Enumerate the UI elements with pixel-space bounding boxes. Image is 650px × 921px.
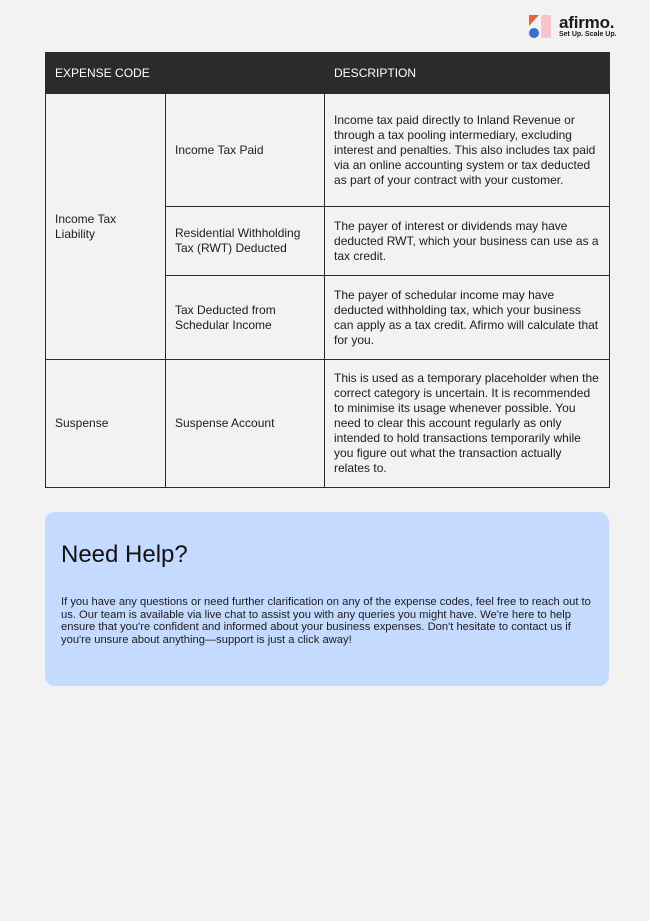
description-cell: The payer of interest or dividends may have deducted RWT, which your business can use as a tax credit.	[325, 207, 610, 276]
description-cell: Income tax paid directly to Inland Revenue or through a tax pooling intermediary, excluding interest and penalties. This also includes tax paid via an online accounting system or tax deducted as part of your contract with your customer.	[325, 94, 610, 207]
code-cell: Tax Deducted from Schedular Income	[166, 276, 325, 360]
description-cell: The payer of schedular income may have deducted withholding tax, which your business can apply as a tax credit. Afirmo will calculate that for you.	[325, 276, 610, 360]
header-expense-code: EXPENSE CODE	[46, 53, 325, 94]
afirmo-logo-icon	[528, 14, 554, 40]
expense-code-table	[45, 52, 610, 488]
table-row	[46, 94, 610, 207]
description-cell: This is used as a temporary placeholder when the correct category is uncertain. It is recommended to minimise its usage whenever possible. You need to clear this account regularly as only intended to hold transactions temporarily while you figure out what the transaction actually relates to.	[325, 360, 610, 488]
help-title: Need Help?	[61, 541, 188, 568]
code-cell: Suspense Account	[166, 360, 325, 488]
category-cell: Suspense	[46, 360, 166, 488]
table-row	[46, 360, 610, 488]
table-header-row	[46, 53, 610, 94]
help-body: If you have any questions or need further clarification on any of the expense codes, feel free to reach out to us. Our team is available via live chat to assist you with any queries you might have. We're here to help ensure that you're confident and informed about your business expenses. Don't hesitate to contact us if you're unsure about anything—support is just a click away!	[61, 596, 591, 646]
help-panel	[45, 512, 609, 686]
brand-tagline: Set Up. Scale Up.	[559, 31, 617, 38]
code-cell: Income Tax Paid	[166, 94, 325, 207]
category-cell: Income Tax Liability	[46, 94, 166, 360]
code-cell: Residential Withholding Tax (RWT) Deducted	[166, 207, 325, 276]
header-description: DESCRIPTION	[325, 53, 610, 94]
brand-logo	[528, 14, 628, 42]
brand-name: afirmo.	[559, 13, 615, 32]
